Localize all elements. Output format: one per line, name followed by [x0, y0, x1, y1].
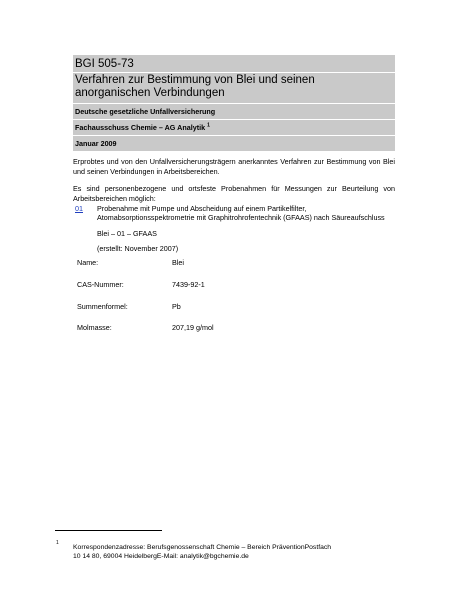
method-link[interactable]: 01 [75, 204, 83, 213]
property-label-formula: Summenformel: [77, 302, 128, 311]
created-date: (erstellt: November 2007) [97, 244, 179, 253]
footnote-text: Korrespondenzadresse: Berufsgenossenschaft Chemie – Bereich PräventionPostfach 10 14 80, 69004 HeidelbergE-Mail: analytik@bgchemie.de [73, 544, 332, 560]
method-description: Probenahme mit Pumpe und Abscheidung auf einem Partikelfilter, Atomabsorptionsspektrometrie mit Graphitrohrofentechnik (GFAAS) nach Säureaufschluss [97, 204, 385, 222]
committee-name: Fachausschuss Chemie – AG Analytik [75, 123, 206, 132]
property-value-molar-mass: 207,19 g/mol [172, 323, 214, 332]
committee [73, 120, 395, 136]
publisher: Deutsche gesetzliche Unfallversicherung [73, 104, 395, 120]
footnote-mark: 1 [56, 540, 59, 546]
property-value-name: Blei [172, 258, 184, 267]
publication-date: Januar 2009 [75, 139, 117, 148]
method-id: Blei – 01 – GFAAS [97, 229, 157, 238]
property-label-cas: CAS-Nummer: [77, 280, 124, 289]
footnote-divider [55, 530, 162, 531]
document-title: Verfahren zur Bestimmung von Blei und seinen anorganischen Verbindungen [73, 73, 395, 104]
sampling-paragraph: Es sind personenbezogene und ortsfeste Probenahmen für Messungen zur Beurteilung von Arbeitsbereichen möglich: [73, 184, 395, 203]
property-value-cas: 7439-92-1 [172, 280, 205, 289]
document-code: BGI 505-73 [73, 55, 395, 73]
title-block [73, 55, 395, 151]
property-value-formula: Pb [172, 302, 181, 311]
property-label-name: Name: [77, 258, 99, 267]
footnote-reference: 1 [207, 122, 210, 129]
intro-paragraph: Erprobtes und von den Unfallversicherungsträgern anerkanntes Verfahren zur Bestimmung von Blei und seinen Verbindungen in Arbeitsbereichen. [73, 157, 395, 176]
property-label-molar-mass: Molmasse: [77, 323, 112, 332]
